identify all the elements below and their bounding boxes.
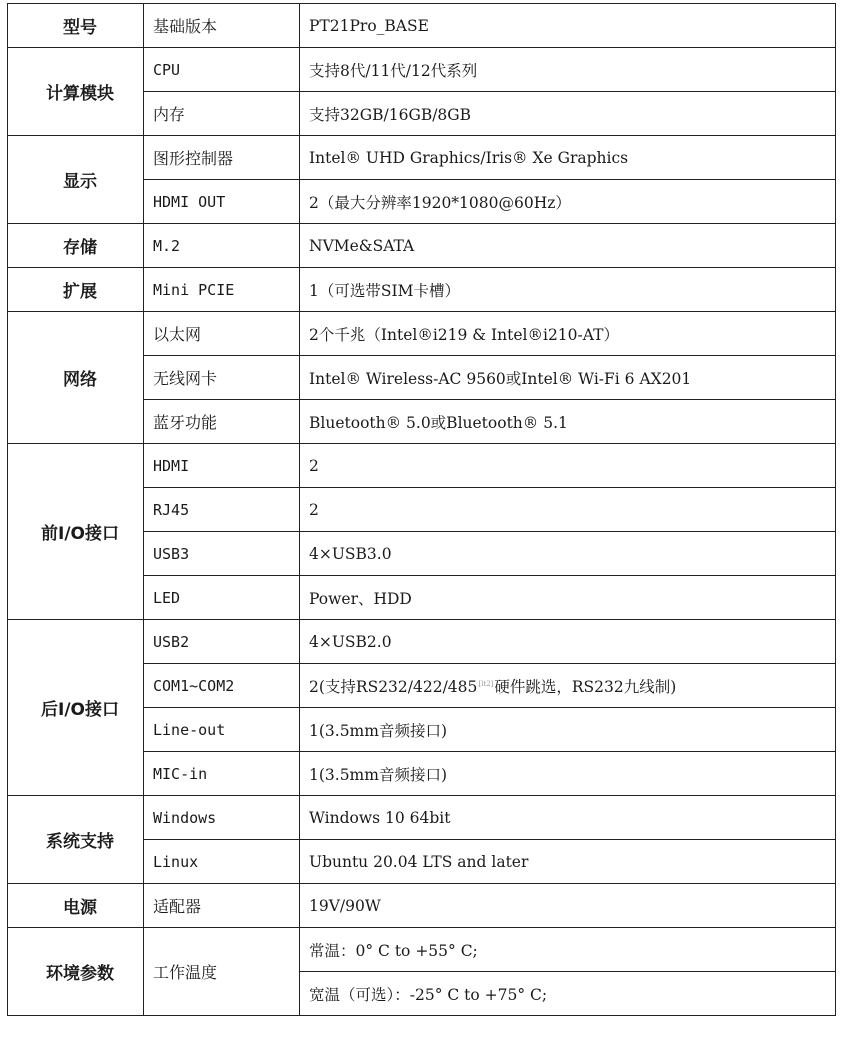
feature-cell: MIC-in (144, 752, 300, 796)
feature-cell: USB3 (144, 532, 300, 576)
feature-cell: 工作温度 (144, 928, 300, 1016)
value-cell: 19V/90W (300, 884, 836, 928)
value-cell: 宽温（可选）：-25° C to +75° C; (300, 972, 836, 1016)
category-cell: 前I/O接口 (8, 444, 144, 620)
feature-cell: 图形控制器 (144, 136, 300, 180)
category-cell: 网络 (8, 312, 144, 444)
table-row (8, 312, 836, 356)
category-cell: 电源 (8, 884, 144, 928)
feature-cell: 内存 (144, 92, 300, 136)
feature-cell: CPU (144, 48, 300, 92)
feature-cell: 基础版本 (144, 4, 300, 48)
value-cell: 支持32GB/16GB/8GB (300, 92, 836, 136)
feature-cell: COM1~COM2 (144, 664, 300, 708)
category-cell: 计算模块 (8, 48, 144, 136)
feature-cell: Windows (144, 796, 300, 840)
feature-cell: Linux (144, 840, 300, 884)
value-cell: NVMe&SATA (300, 224, 836, 268)
feature-cell: 无线网卡 (144, 356, 300, 400)
table-row (8, 224, 836, 268)
value-cell: 4×USB3.0 (300, 532, 836, 576)
value-suffix: 硬件跳选，RS232九线制) (494, 677, 677, 696)
value-cell: Power、HDD (300, 576, 836, 620)
category-cell: 存储 (8, 224, 144, 268)
value-cell: PT21Pro_BASE (300, 4, 836, 48)
table-row (8, 884, 836, 928)
value-cell: 支持8代/11代/12代系列 (300, 48, 836, 92)
value-cell: 2 (300, 444, 836, 488)
table-row (8, 4, 836, 48)
table-row (8, 928, 836, 972)
category-cell: 环境参数 (8, 928, 144, 1016)
category-cell: 后I/O接口 (8, 620, 144, 796)
value-cell: 1(3.5mm音频接口) (300, 708, 836, 752)
table-row (8, 268, 836, 312)
feature-cell: USB2 (144, 620, 300, 664)
value-cell: Windows 10 64bit (300, 796, 836, 840)
feature-cell: Mini PCIE (144, 268, 300, 312)
feature-cell: M.2 (144, 224, 300, 268)
value-cell: Ubuntu 20.04 LTS and later (300, 840, 836, 884)
feature-cell: HDMI (144, 444, 300, 488)
category-cell: 显示 (8, 136, 144, 224)
feature-cell: HDMI OUT (144, 180, 300, 224)
spec-table (7, 3, 836, 1016)
footnote-marker[interactable]: [lt2] (478, 679, 494, 688)
value-cell: Intel® Wireless-AC 9560或Intel® Wi-Fi 6 AX201 (300, 356, 836, 400)
value-cell: 2 (300, 488, 836, 532)
feature-cell: 蓝牙功能 (144, 400, 300, 444)
feature-cell: 以太网 (144, 312, 300, 356)
category-cell: 系统支持 (8, 796, 144, 884)
value-cell: 2个千兆（Intel®i219 & Intel®i210-AT） (300, 312, 836, 356)
feature-cell: LED (144, 576, 300, 620)
feature-cell: RJ45 (144, 488, 300, 532)
value-cell: 1(3.5mm音频接口) (300, 752, 836, 796)
table-row (8, 796, 836, 840)
table-row (8, 444, 836, 488)
value-cell: Bluetooth® 5.0或Bluetooth® 5.1 (300, 400, 836, 444)
value-cell: 常温：0° C to +55° C; (300, 928, 836, 972)
value-cell: 4×USB2.0 (300, 620, 836, 664)
value-cell: Intel® UHD Graphics/Iris® Xe Graphics (300, 136, 836, 180)
category-cell: 扩展 (8, 268, 144, 312)
value-cell: 1（可选带SIM卡槽） (300, 268, 836, 312)
feature-cell: Line-out (144, 708, 300, 752)
table-row (8, 620, 836, 664)
feature-cell: 适配器 (144, 884, 300, 928)
value-cell: 2（最大分辨率1920*1080@60Hz） (300, 180, 836, 224)
table-row (8, 48, 836, 92)
value-cell (300, 664, 836, 708)
category-cell: 型号 (8, 4, 144, 48)
value-prefix: 2(支持RS232/422/485 (309, 677, 478, 696)
table-row (8, 136, 836, 180)
